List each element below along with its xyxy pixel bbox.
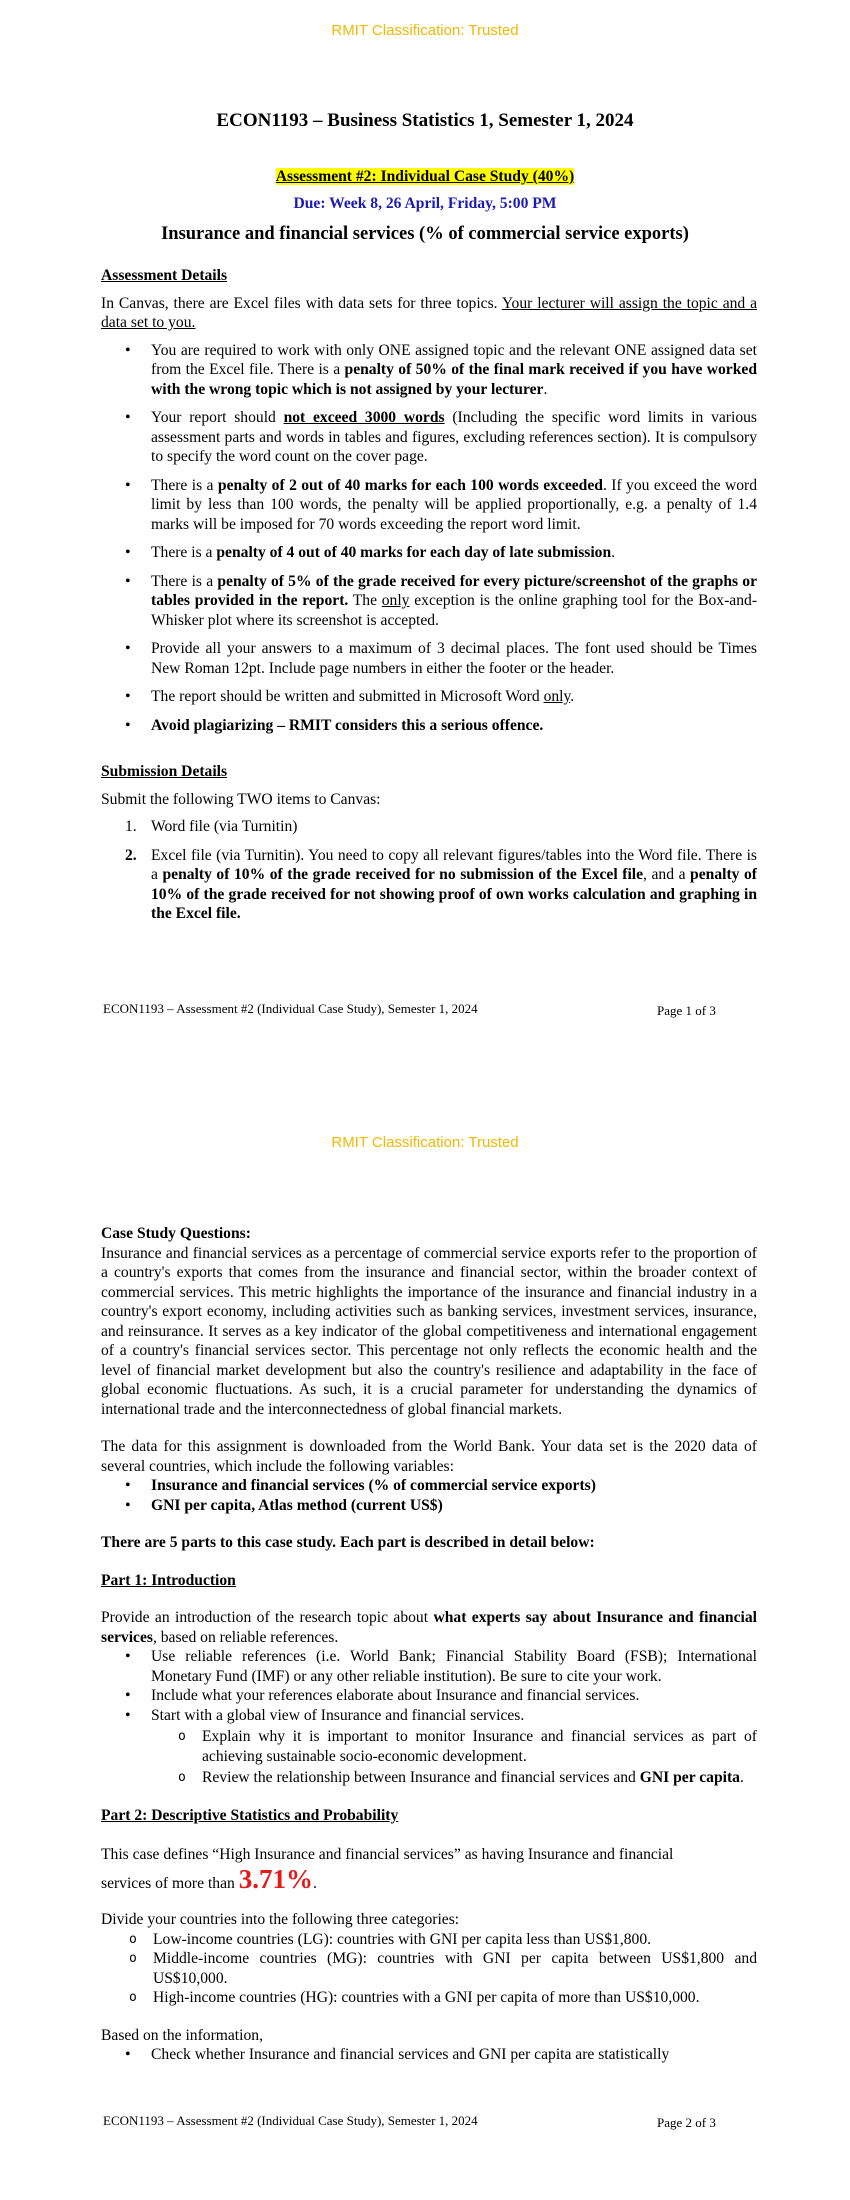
classification-label: RMIT Classification: Trusted [331, 1134, 519, 1151]
data-paragraph: The data for this assignment is downloaded from the World Bank. Your data set is the 2020 data of several countries, which include the following variables: [101, 1438, 757, 1475]
threshold-value: 3.71% [238, 1864, 313, 1894]
list-item: • Insurance and financial services (% of commercial service exports) [101, 1476, 757, 1496]
list-item: • Your report should not exceed 3000 words (Including the specific word limits in various assessment parts and words in tables and figures, excluding references section). It is compulsory to specify the word count on the cover page. [101, 408, 757, 467]
list-item: • Avoid plagiarizing – RMIT considers this a serious offence. [101, 716, 757, 736]
details-list [101, 341, 757, 736]
list-item: o Review the relationship between Insurance and financial services and GNI per capita. [101, 1768, 757, 1788]
list-item: • Start with a global view of Insurance and financial services. o Explain why it is important to monitor Insurance and financial services as part of achieving sustainable socio-economic development. o Review the relationship between Insurance and financial services and GNI per capita. [101, 1706, 757, 1788]
list-item: o Middle-income countries (MG): countries with GNI per capita between US$1,800 and US$10,000. [127, 1949, 757, 1988]
list-item: • There is a penalty of 2 out of 40 marks for each 100 words exceeded. If you exceed the word limit by less than 100 words, the penalty will be applied proportionally, e.g. a penalty of 1.4 marks will be imposed for 70 words exceeding the report word limit. [101, 476, 757, 535]
list-item: • Check whether Insurance and financial services and GNI per capita are statistically [101, 2045, 757, 2065]
list-item: • There is a penalty of 4 out of 40 marks for each day of late submission. [101, 543, 757, 563]
list-item: • Include what your references elaborate about Insurance and financial services. [101, 1686, 757, 1706]
part1-list [101, 1647, 757, 1788]
part2-definition: This case defines “High Insurance and financial services” as having Insurance and financial services of more than 3.71%. [101, 1846, 674, 1894]
variables-list [101, 1476, 757, 1515]
parts-line: There are 5 parts to this case study. Each part is described in detail below: [101, 1534, 595, 1551]
part1-intro: Provide an introduction of the research topic about what experts say about Insurance and financial services, based on reliable references. [101, 1609, 757, 1646]
part1-heading: Part 1: Introduction [101, 1571, 236, 1589]
based-on-info: Based on the information, [101, 2026, 263, 2044]
submission-details-section [101, 762, 757, 933]
assessment-title [0, 168, 850, 186]
list-item: • GNI per capita, Atlas method (current US$) [101, 1496, 757, 1516]
case-study-section [101, 1224, 757, 2065]
list-item: o Explain why it is important to monitor Insurance and financial services as part of achieving sustainable socio-economic development. [101, 1727, 757, 1766]
case-study-paragraph: Insurance and financial services as a percentage of commercial service exports refer to the proportion of a country's exports that comes from the insurance and financial sector, within the broader context of commercial services. This metric highlights the importance of the insurance and financial industry in a country's export economy, including activities such as banking services, investment services, insurance, and reinsurance. It serves as a key indicator of the global competitiveness and international engagement of a country's financial services sector. This percentage not only reflects the economic health and the level of financial market development but also the country's resilience and adaptability in the face of global economic fluctuations. As such, it is a crucial parameter for understanding the dynamics of international trade and the interconnectedness of global financial markets. [101, 1244, 757, 1418]
course-title: ECON1193 – Business Statistics 1, Semester 1, 2024 [216, 110, 634, 131]
page2-footer-page-number: Page 2 of 3 [657, 2115, 716, 2130]
divide-intro: Divide your countries into the following three categories: [101, 1911, 460, 1928]
part1-sublist [151, 1727, 757, 1788]
categories-list [127, 1930, 757, 2008]
list-item: 1. Word file (via Turnitin) [125, 818, 298, 835]
assessment-details-heading: Assessment Details [101, 267, 228, 284]
submission-intro: Submit the following TWO items to Canvas: [101, 790, 381, 808]
list-item: • Provide all your answers to a maximum of 3 decimal places. The font used should be Times New Roman 12pt. Include page numbers in either the footer or the header. [101, 639, 757, 678]
check-list [101, 2045, 757, 2065]
assessment-title-text: Assessment #2: Individual Case Study (40%) [275, 168, 575, 185]
list-item: o Low-income countries (LG): countries with GNI per capita less than US$1,800. [127, 1930, 757, 1950]
page1-footer-page-number: Page 1 of 3 [657, 1003, 716, 1018]
part2-heading: Part 2: Descriptive Statistics and Probability [101, 1806, 399, 1824]
topic-title: Insurance and financial services (% of commercial service exports) [161, 224, 689, 244]
list-item: • There is a penalty of 5% of the grade received for every picture/screenshot of the graphs or tables provided in the report. The only exception is the online graphing tool for the Box-and-Whisker plot where its screenshot is accepted. [101, 572, 757, 631]
case-study-heading: Case Study Questions: [101, 1225, 251, 1242]
list-item: • Use reliable references (i.e. World Bank; Financial Stability Board (FSB); International Monetary Fund (IMF) or any other reliable institution). Be sure to cite your work. [101, 1647, 757, 1686]
list-item: o High-income countries (HG): countries with a GNI per capita of more than US$10,000. [127, 1988, 757, 2008]
due-date: Due: Week 8, 26 April, Friday, 5:00 PM [293, 195, 557, 212]
list-item: • You are required to work with only ONE assigned topic and the relevant ONE assigned data set from the Excel file. There is a penalty of 50% of the final mark received if you have worked with the wrong topic which is not assigned by your lecturer. [101, 341, 757, 400]
details-intro: In Canvas, there are Excel files with data sets for three topics. Your lecturer will assign the topic and a data set to you. [101, 294, 758, 331]
submission-details-heading: Submission Details [101, 763, 228, 780]
list-item: • The report should be written and submitted in Microsoft Word only. [101, 687, 757, 707]
page1-footer-left: ECON1193 – Assessment #2 (Individual Case Study), Semester 1, 2024 [103, 1001, 478, 1016]
submission-list [101, 817, 757, 924]
classification-label: RMIT Classification: Trusted [331, 22, 519, 39]
page2-footer-left: ECON1193 – Assessment #2 (Individual Case Study), Semester 1, 2024 [103, 2113, 478, 2128]
assessment-details-section [101, 266, 757, 744]
list-item: 2. Excel file (via Turnitin). You need to copy all relevant figures/tables into the Word file. There is a penalty of 10% of the grade received for no submission of the Excel file, and a penalty of 10% of the grade received for not showing proof of own works calculation and graphing in the Excel file. [125, 846, 757, 922]
